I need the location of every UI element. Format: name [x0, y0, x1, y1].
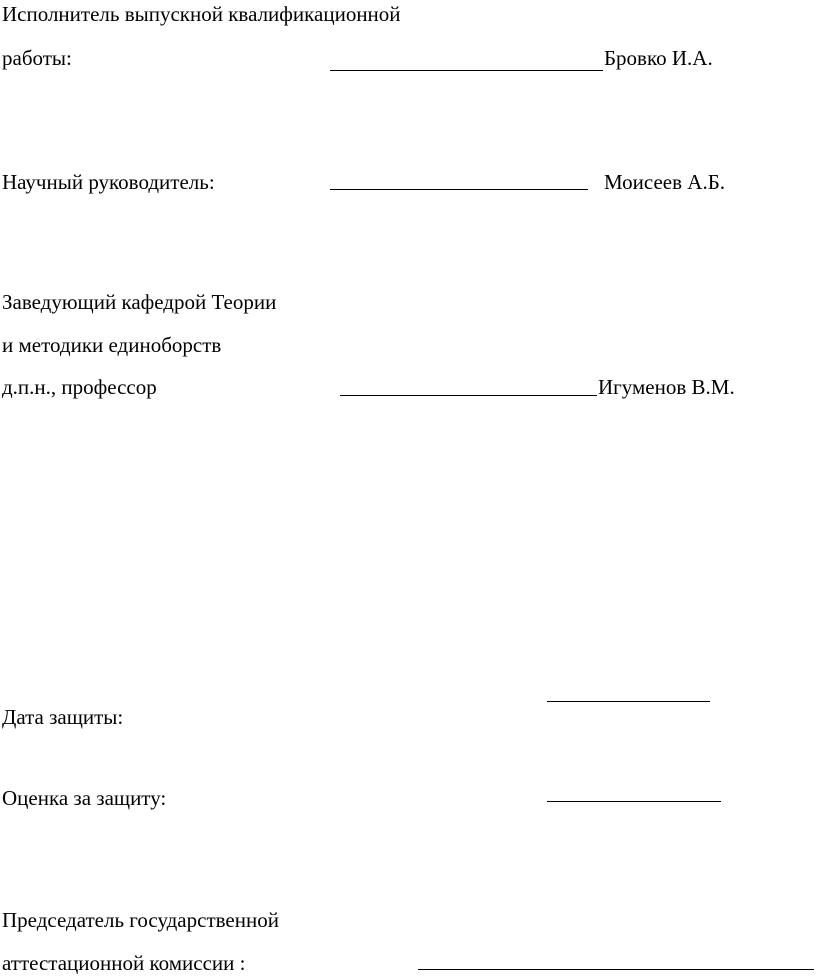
head-label-line1: Заведующий кафедрой Теории [2, 290, 277, 314]
supervisor-label: Научный руководитель: [2, 170, 215, 194]
head-label-line3: д.п.н., профессор [2, 375, 157, 399]
executor-label-line2: работы: [2, 46, 72, 70]
head-name: Игуменов В.М. [598, 375, 735, 399]
chair-signature-line [418, 969, 814, 970]
chair-label-line2: аттестационной комиссии : [2, 951, 246, 975]
supervisor-signature-line [330, 189, 588, 190]
supervisor-name: Моисеев А.Б. [604, 170, 725, 194]
chair-label-line1: Председатель государственной [2, 908, 279, 932]
head-label-line2: и методики единоборств [2, 333, 222, 357]
defense-date-label: Дата защиты: [2, 705, 124, 729]
head-signature-line [340, 395, 597, 396]
defense-date-line [547, 701, 710, 702]
executor-name: Бровко И.А. [604, 46, 713, 70]
executor-signature-line [330, 70, 603, 71]
executor-label-line1: Исполнитель выпускной квалификационной [2, 2, 401, 26]
defense-grade-line [547, 801, 721, 802]
defense-grade-label: Оценка за защиту: [2, 786, 167, 810]
